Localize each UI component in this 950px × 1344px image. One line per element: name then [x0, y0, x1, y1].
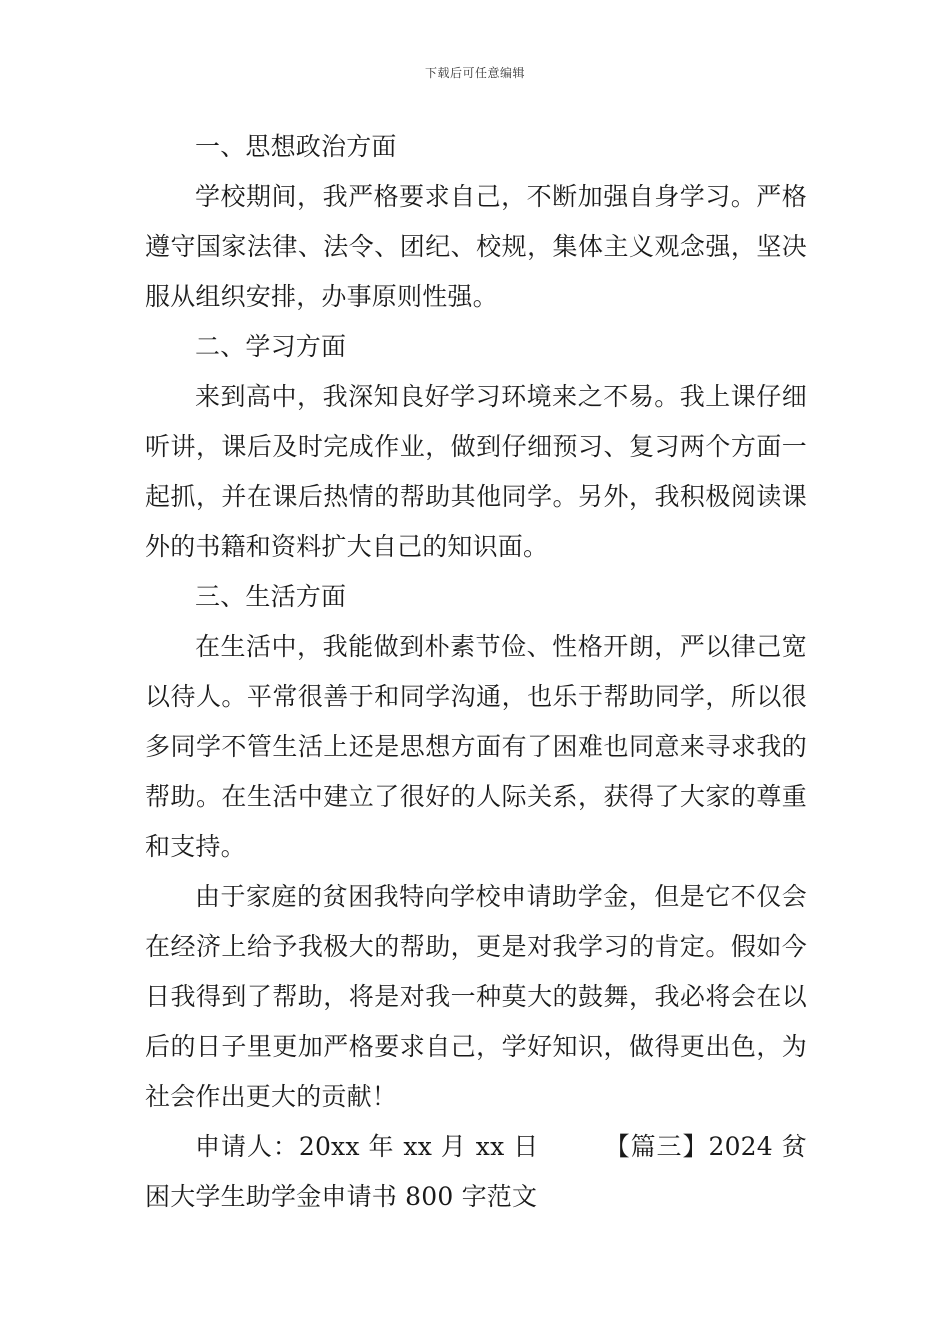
paragraph-political: 学校期间，我严格要求自己，不断加强自身学习。严格遵守国家法律、法令、团纪、校规，集体主义观念强，坚决服从组织安排，办事原则性强。: [145, 182, 807, 311]
section-heading-political: 一、思想政治方面: [195, 132, 397, 161]
paragraph-study: 来到高中，我深知良好学习环境来之不易。我上课仔细听讲，课后及时完成作业，做到仔细预习、复习两个方面一起抓，并在课后热情的帮助其他同学。另外，我积极阅读课外的书籍和资料扩大自己的知识面。: [145, 382, 807, 561]
section-heading-life: 三、生活方面: [195, 582, 347, 611]
paragraph-life: 在生活中，我能做到朴素节俭、性格开朗，严以律己宽以待人。平常很善于和同学沟通，也乐于帮助同学，所以很多同学不管生活上还是思想方面有了困难也同意来寻求我的帮助。在生活中建立了很好的人际关系，获得了大家的尊重和支持。: [145, 632, 807, 861]
section-heading-study: 二、学习方面: [195, 332, 347, 361]
paragraph-application-reason: 由于家庭的贫困我特向学校申请助学金，但是它不仅会在经济上给予我极大的帮助，更是对我学习的肯定。假如今日我得到了帮助，将是对我一种莫大的鼓舞，我必将会在以后的日子里更加严格要求自己，学好知识，做得更出色，为社会作出更大的贡献！: [145, 882, 807, 1111]
page-header-note: 下载后可任意编辑: [424, 66, 525, 80]
paragraph-signature: 申请人：20xx 年 xx 月 xx 日 【篇三】2024 贫困大学生助学金申请书 800 字范文: [145, 1132, 807, 1211]
document-body: [145, 122, 807, 1222]
